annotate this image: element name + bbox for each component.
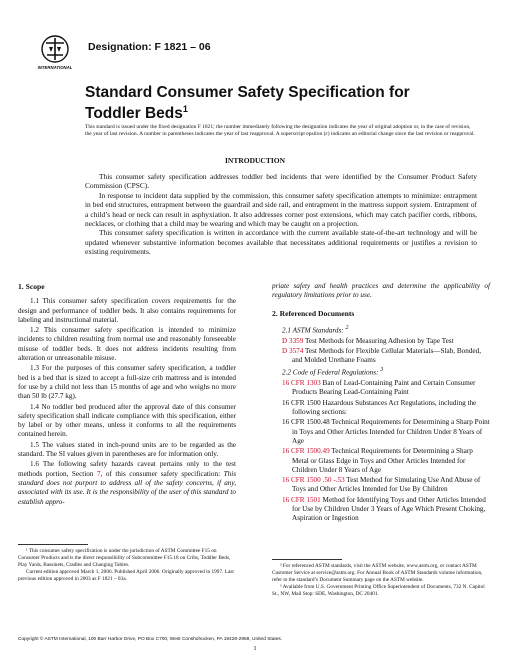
intro-paragraph: In response to incident data supplied by the commission, this consumer safety specification attempts to minimize: entrapment in bed end structures, entrapment between the guardrail and side rail, and entrapment in the mattress support system. Entrapment of a child’s head or neck can result in asphyxiation. It also addresses corner post extensions, which may catch pacifier cords, ribbons, necklaces, or clothing that a child may be wearing and which may be caught on a projection. [85, 190, 477, 229]
introduction-heading: INTRODUCTION [224, 156, 285, 165]
footnote: ¹ This consumer safety specification is under the jurisdiction of ASTM Committee F15 on Consumer Products and is the direct responsibility of Subcommittee F15.18 on Cribs, Toddler Beds, Play Yards, Bassinets, Cradles and Changing Tables. [18, 548, 231, 568]
cfr-footnote-mark: 3 [380, 367, 384, 374]
reference-link-cfr-1500-49[interactable]: 16 CFR 1500.49 [282, 447, 330, 456]
reference-item [272, 399, 490, 418]
reference-text: Ban of Lead-Containing Paint and Certain Consumer Products Bearing Lead-Containing Paint [292, 379, 476, 397]
scope-p6-continuation: priate safety and health practices and determine the applicability of regulatory limitations prior to use. [272, 282, 490, 300]
reference-text: Method for Identifying Toys and Other Articles Intended for Use by Children Under 3 Years of Age Which Present Choking, Aspiration or Ingestion [292, 495, 486, 523]
intro-paragraph: This consumer safety specification is written in accordance with the current available state-of-the-art technology and will be updated whenever substantive information becomes available that necessitates additional requirements or justifies a revision to existing requirements. [85, 228, 477, 257]
reference-item [272, 418, 490, 446]
logo-text: INTERNATIONAL [37, 65, 73, 70]
footnotes-left [18, 548, 238, 583]
reference-text: Test Method for Simulating Use And Abuse of Toys and Other Articles Intended for Use By Children [292, 476, 481, 494]
reference-code-cfr-1500: 16 CFR 1500 [282, 398, 321, 407]
reference-item [272, 379, 490, 398]
scope-paragraph-6 [18, 460, 236, 506]
cfr-label-text: 2.2 Code of Federal Regulations: [282, 368, 381, 377]
reference-link-cfr-1501[interactable]: 16 CFR 1501 [282, 495, 321, 504]
section-7-link[interactable]: 7 [97, 469, 101, 478]
copyright-notice: Copyright © ASTM International, 100 Barr Harbor Drive, PO Box C700, West Conshohocken, PA 19428-2959, United States. [18, 637, 283, 642]
page-number: 1 [253, 645, 257, 652]
footnote: ² For referenced ASTM standards, visit the ASTM website, www.astm.org, or contact ASTM Customer Service at service@astm.org. For Annual Book of ASTM Standards volume information, refer to the standard’s Document Summary page on the ASTM website. [272, 563, 483, 583]
reference-link-cfr-1500-50-53[interactable]: 16 CFR 1500 .50 -.53 [282, 476, 345, 485]
reference-text: Hazardous Substances Act Regulations, including the following sections: [292, 398, 477, 417]
reference-link-d3574[interactable]: D 3574 [282, 346, 304, 355]
reference-item [272, 337, 490, 346]
title-text: Standard Consumer Safety Specification for Toddler Beds [85, 84, 410, 123]
scope-heading: 1. Scope [18, 282, 45, 291]
scope-paragraph: 1.3 For the purposes of this consumer safety specification, a toddler bed is a bed that is sized to accept a full-size crib mattress and is intended for use by a child not less than 15 months of age and who weighs no more than 50 lb (27.7 kg). [18, 364, 236, 401]
footnote: Current edition approved March 1, 2006. Published April 2006. Originally approved in 1997. Last previous edition approved in 2003 as F 1821 – 03a. [18, 569, 234, 582]
title-footnote-mark: 1 [182, 104, 188, 114]
reference-text: Technical Requirements for Determining a Sharp Point in Toys and Other Articles Intended for Children Under 8 Years of Age [292, 418, 490, 445]
reference-link-cfr-1303[interactable]: 16 CFR 1303 [282, 379, 321, 388]
footnote-divider [18, 544, 88, 545]
reference-text: Technical Requirements for Determining a Sharp Metal or Glass Edge in Toys and Other Articles Intended for Children Under 8 Years of Age [292, 447, 473, 474]
references-heading: 2. Referenced Documents [272, 308, 355, 318]
scope-p6-text-b: , of this consumer safety specification: [100, 469, 224, 478]
astm-footnote-mark: 2 [345, 324, 349, 331]
astm-logo-icon [36, 33, 74, 73]
reference-text: Test Methods for Flexible Cellular Materials—Slab, Bonded, and Molded Urethane Foams [292, 346, 482, 365]
reference-item [272, 496, 490, 524]
scope-paragraph: 1.1 This consumer safety specification covers requirements for the design and performance of toddler beds. It also contains requirements for labeling and instructional material. [18, 297, 236, 324]
astm-standards-label [272, 324, 490, 336]
left-column [18, 282, 236, 508]
designation: Designation: F 1821 – 06 [88, 41, 211, 53]
standard-note: This standard is issued under the fixed designation F 1821; the number immediately following the designation indicates the year of original adoption or, in the case of revision, the year of last revision. A number in parentheses indicates the year of last reapproval. A superscript epsilon (ε) indicates an editorial change since the last revision or reapproval. [85, 124, 475, 138]
footnote-divider [272, 559, 342, 560]
reference-link-d3359[interactable]: D 3359 [282, 336, 304, 345]
right-column [272, 282, 490, 525]
introduction [85, 172, 477, 257]
scope-paragraph: 1.5 The values stated in inch-pound units are to be regarded as the standard. The SI values given in parentheses are for information only. [18, 440, 236, 459]
footnote: ³ Available from U.S. Government Printing Office Superintendent of Documents, 732 N. Capitol St., NW, Mail Stop: SDE, Washington, DC 20401. [272, 584, 485, 597]
intro-paragraph: This consumer safety specification addresses toddler bed incidents that were identified by the Consumer Product Safety Commission (CPSC). [85, 172, 477, 191]
cfr-label [272, 366, 490, 378]
astm-label-text: 2.1 ASTM Standards: [282, 326, 346, 335]
footnotes-right [272, 563, 492, 598]
scope-p6-caveat: This standard does not purport to address all of the safety concerns, if any, associated with its use. It is the responsibility of the user of this standard to establish appro- [18, 469, 236, 506]
scope-paragraph: 1.2 This consumer safety specification is intended to minimize incidents to children resulting from normal use and reasonably foreseeable misuse of toddler beds. It does not address incidents resulting from alteration or unreasonable misuse. [18, 326, 236, 363]
reference-code-cfr-1500-48: 16 CFR 1500.48 [282, 418, 330, 427]
scope-paragraph: 1.4 No toddler bed produced after the approval date of this consumer safety specification shall indicate compliance with this specification, either by label or by other means, unless it conforms to all the requirements contained herein. [18, 402, 236, 439]
reference-text: Test Methods for Measuring Adhesion by Tape Test [303, 336, 454, 345]
document-title [85, 84, 425, 122]
reference-item [272, 347, 490, 366]
reference-item [272, 447, 490, 475]
reference-item [272, 476, 490, 495]
scope-p6-text-a: 1.6 The following safety hazards caveat pertains only to the test methods portion, Section [18, 460, 236, 478]
